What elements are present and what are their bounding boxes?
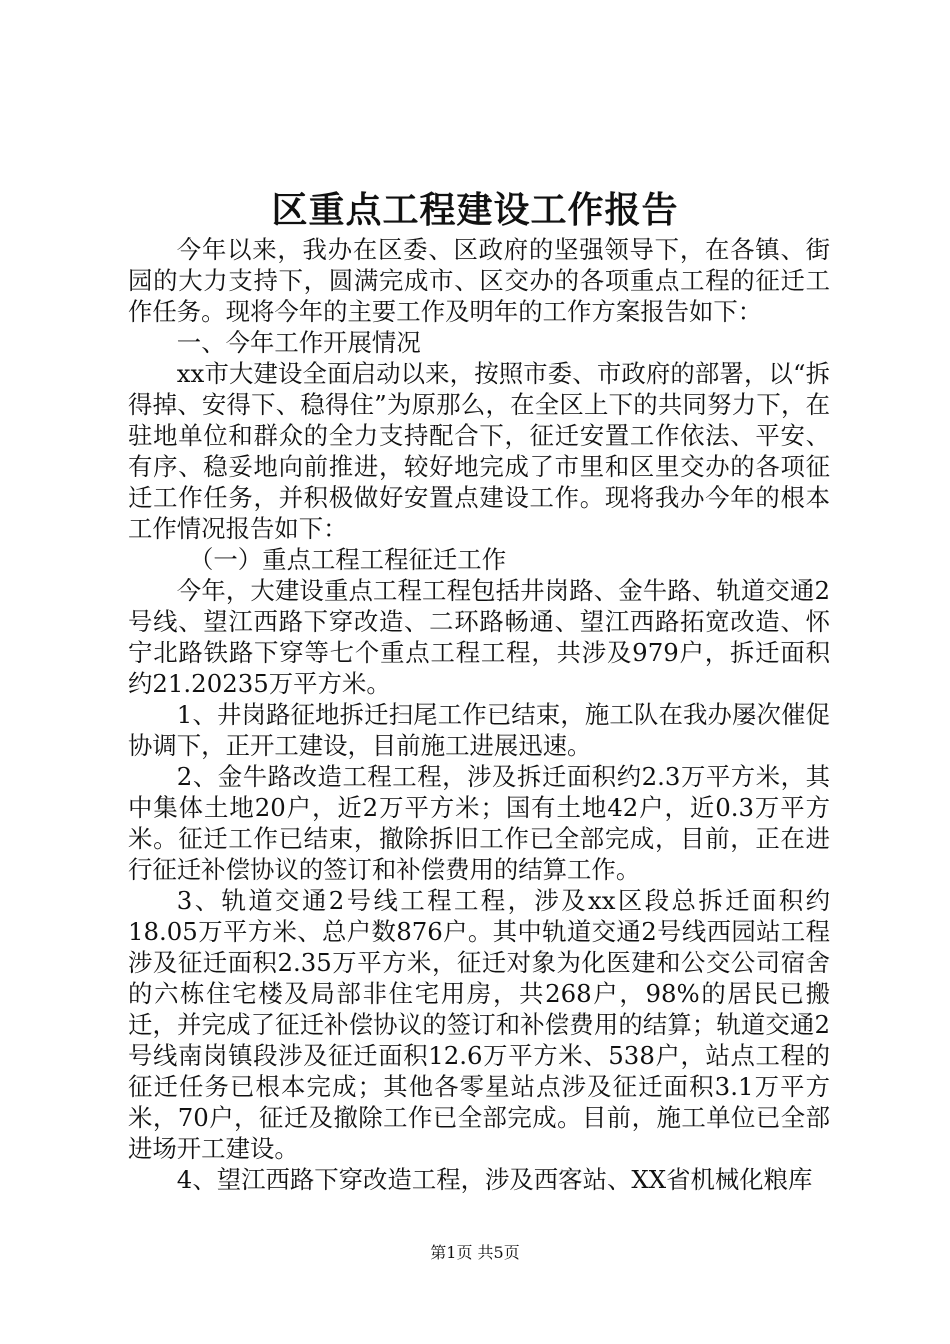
list-item-paragraph: 3、轨道交通2号线工程工程，涉及xx区段总拆迁面积约18.05万平方米、总户数876户。其中轨道交通2号线西园站工程涉及征迁面积2.35万平方米，征迁对象为化医建和公交公司宿舍的六栋住宅楼及局部非住宅用房，共268户，98%的居民已搬迁，并完成了征迁补偿协议的签订和补偿费用的结算；轨道交通2号线南岗镇段涉及征迁面积12.6万平方米、538户，站点工程的征迁任务已根本完成；其他各零星站点涉及征迁面积3.1万平方米，70户，征迁及撤除工作已全部完成。目前，施工单位已全部进场开工建设。 [128, 886, 830, 1163]
list-item-paragraph: 2、金牛路改造工程工程，涉及拆迁面积约2.3万平方米，其中集体土地20户，近2万平方米；国有土地42户，近0.3万平方米。征迁工作已结束，撤除拆旧工作已全部完成，目前，正在进行征迁补偿协议的签订和补偿费用的结算工作。 [128, 762, 830, 884]
document-body [128, 234, 830, 1195]
subsection-heading: （一）重点工程工程征迁工作 [189, 545, 507, 574]
body-paragraph: xx市大建设全面启动以来，按照市委、市政府的部署，以“拆得掉、安得下、稳得住”为原那么，在全区上下的共同努力下，在驻地单位和群众的全力支持配合下，征迁安置工作依法、平安、有序、稳妥地向前推进，较好地完成了市里和区里交办的各项征迁工作任务，并积极做好安置点建设工作。现将我办今年的根本工作情况报告如下： [128, 359, 830, 543]
list-item-paragraph: 1、井岗路征地拆迁扫尾工作已结束，施工队在我办屡次催促协调下，正开工建设，目前施工进展迅速。 [128, 700, 830, 760]
body-paragraph: 今年，大建设重点工程工程包括井岗路、金牛路、轨道交通2号线、望江西路下穿改造、二环路畅通、望江西路拓宽改造、怀宁北路铁路下穿等七个重点工程工程，共涉及979户，拆迁面积约21.20235万平方米。 [128, 576, 830, 698]
list-item-paragraph: 4、望江西路下穿改造工程，涉及西客站、XX省机械化粮库 [176, 1165, 813, 1194]
section-heading: 一、今年工作开展情况 [176, 328, 421, 357]
body-paragraph: 今年以来，我办在区委、区政府的坚强领导下，在各镇、街园的大力支持下，圆满完成市、区交办的各项重点工程的征迁工作任务。现将今年的主要工作及明年的工作方案报告如下： [128, 235, 830, 326]
document-title: 区重点工程建设工作报告 [271, 189, 679, 231]
page-number-footer: 第1页 共5页 [430, 1243, 520, 1262]
